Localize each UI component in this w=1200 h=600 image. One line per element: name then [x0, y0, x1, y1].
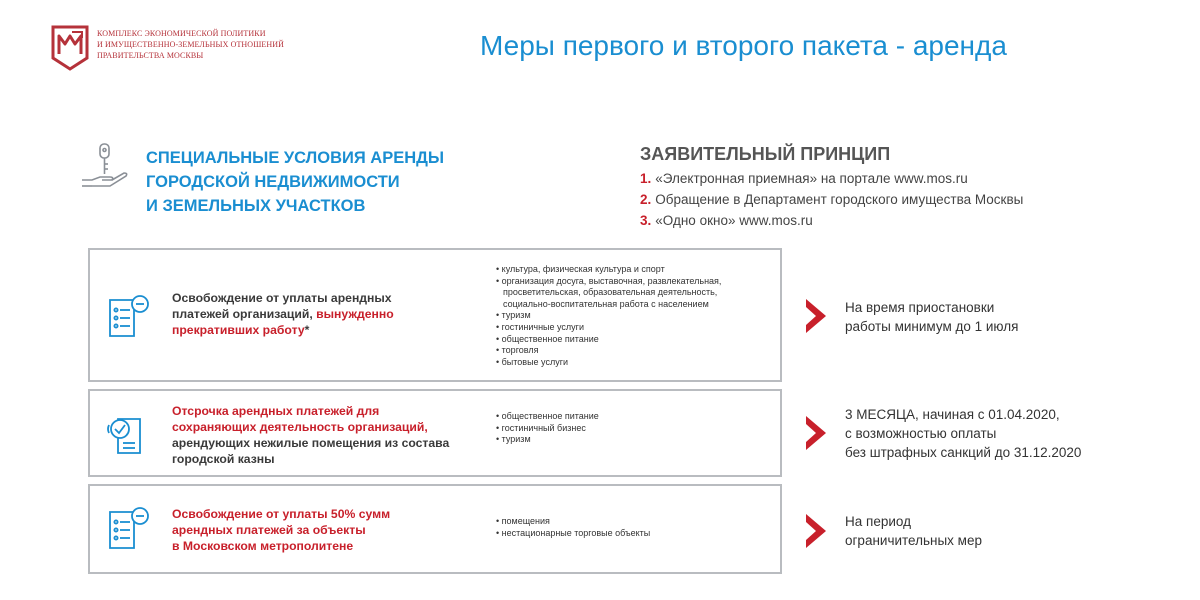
org-line: ПРАВИТЕЛЬСТВА МОСКВЫ [97, 51, 204, 60]
principle-list [640, 168, 1023, 231]
org-line: И ИМУЩЕСТВЕННО-ЗЕМЕЛЬНЫХ ОТНОШЕНИЙ [97, 40, 284, 49]
description-line: Освобождение от уплаты 50% сумм [172, 507, 391, 521]
list-item-continuation: социально-воспитательная работа с населением [503, 298, 709, 309]
item-text: «Одно окно» www.mos.ru [655, 213, 813, 228]
measure-description [172, 403, 449, 467]
chevron-right-icon [804, 297, 828, 335]
special-conditions-heading [146, 146, 444, 218]
list-item: • туризм [496, 434, 599, 446]
list-item-continuation: просветительская, образовательная деятельность, [503, 287, 718, 298]
list-item: • туризм [496, 310, 721, 322]
list-item: • культура, физическая культура и спорт [496, 264, 721, 276]
keys-in-hand-icon [80, 142, 130, 192]
item-text: «Электронная приемная» на портале www.mos.ru [655, 171, 968, 186]
list-item: • общественное питание [496, 411, 599, 423]
activity-list [496, 411, 599, 446]
description-line: Освобождение от уплаты арендных [172, 291, 392, 305]
description-line: Отсрочка арендных платежей для [172, 404, 380, 418]
heading-line: И ЗЕМЕЛЬНЫХ УЧАСТКОВ [146, 197, 366, 215]
list-item: • гостиничные услуги [496, 322, 721, 334]
heading-line: ГОРОДСКОЙ НЕДВИЖИМОСТИ [146, 173, 400, 191]
list-item: • бытовые услуги [496, 357, 721, 369]
result-line: работы минимум до 1 июля [845, 319, 1019, 334]
chevron-right-icon [804, 414, 828, 452]
principle-title: ЗАЯВИТЕЛЬНЫЙ ПРИНЦИП [640, 144, 891, 164]
measure-description [172, 506, 390, 554]
result-line: На период [845, 514, 911, 529]
document-check-icon [106, 411, 150, 457]
item-number: 2. [640, 192, 652, 207]
list-item: • нестационарные торговые объекты [496, 528, 650, 540]
application-principle [640, 144, 1023, 231]
document-minus-icon [106, 294, 150, 340]
result-line: 3 МЕСЯЦА, начиная с 01.04.2020, [845, 407, 1060, 422]
page-title: Меры первого и второго пакета - аренда [480, 30, 1007, 61]
measure-card-exemption [88, 248, 782, 382]
list-item: • торговля [496, 345, 721, 357]
description-line: в Московском метрополитене [172, 539, 354, 553]
government-emblem-icon [50, 24, 90, 72]
description-line: городской казны [172, 452, 275, 466]
result-line: с возможностью оплаты [845, 426, 997, 441]
activity-list [496, 516, 650, 539]
list-item: • гостиничный бизнес [496, 423, 599, 435]
measure-description [172, 290, 394, 338]
result-line: без штрафных санкций до 31.12.2020 [845, 445, 1082, 460]
list-item [640, 210, 1023, 231]
item-number: 1. [640, 171, 652, 186]
description-line: арендующих нежилые помещения из состава [172, 436, 450, 450]
measure-card-deferral [88, 389, 782, 477]
result-line: ограничительных мер [845, 533, 982, 548]
description-text: платежей организаций, [172, 307, 317, 321]
organization-name [97, 28, 284, 61]
list-item: • помещения [496, 516, 650, 528]
footnote-mark: * [304, 323, 310, 337]
list-item: • организация досуга, выставочная, развлекательная, [496, 276, 721, 288]
item-text: Обращение в Департамент городского имущества Москвы [655, 192, 1024, 207]
description-line [172, 322, 394, 338]
activity-list [496, 264, 721, 368]
list-item [640, 168, 1023, 189]
chevron-right-icon [804, 512, 828, 550]
measure-result [845, 512, 982, 550]
heading-line: СПЕЦИАЛЬНЫЕ УСЛОВИЯ АРЕНДЫ [146, 149, 445, 167]
description-line [172, 306, 394, 322]
document-minus-icon [106, 506, 150, 552]
result-line: На время приостановки [845, 300, 995, 315]
description-highlight: прекративших работу [172, 323, 305, 337]
description-line: сохраняющих деятельность организаций, [172, 420, 428, 434]
org-line: КОМПЛЕКС ЭКОНОМИЧЕСКОЙ ПОЛИТИКИ [97, 29, 266, 38]
measure-card-metro [88, 484, 782, 574]
list-item [640, 189, 1023, 210]
measure-result [845, 298, 1018, 336]
measure-result [845, 405, 1081, 462]
list-item: • общественное питание [496, 334, 721, 346]
description-highlight: вынужденно [316, 307, 394, 321]
description-line: арендных платежей за объекты [172, 523, 366, 537]
item-number: 3. [640, 213, 652, 228]
